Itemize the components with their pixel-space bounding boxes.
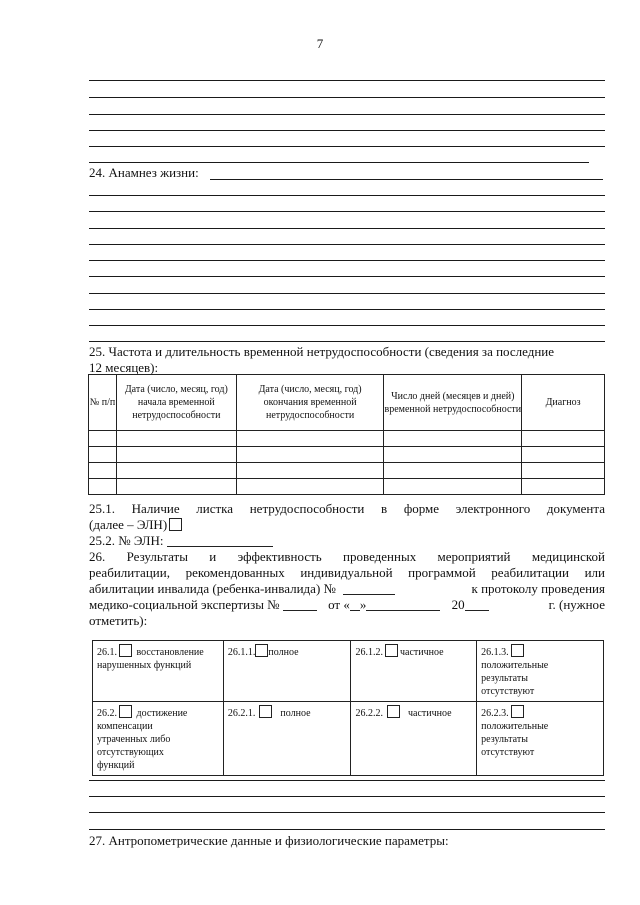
table-cell[interactable] [89, 463, 117, 479]
item-text: полное [268, 647, 299, 658]
date-quote-close: » [359, 597, 367, 612]
restore-none-checkbox[interactable] [511, 644, 524, 657]
ruled-line [89, 130, 605, 131]
table-cell[interactable] [522, 463, 605, 479]
ruled-line [89, 162, 589, 163]
table-row [89, 463, 605, 479]
table-cell[interactable] [116, 479, 236, 495]
ruled-line [89, 780, 605, 781]
year-field[interactable] [465, 598, 489, 611]
restore-checkbox[interactable] [119, 644, 132, 657]
ruled-line [89, 829, 605, 830]
ipra-number-field[interactable] [343, 582, 395, 595]
item-text: частичное [399, 647, 444, 658]
table-cell[interactable] [522, 447, 605, 463]
eln-question: 25.1. Наличие листка нетрудоспособности в форме электронного документа [89, 501, 605, 516]
section-26-title: 26. Результаты и эффективность проведенных мероприятий медицинской [89, 549, 605, 564]
ruled-line [89, 114, 605, 115]
item-text: частичное [407, 708, 452, 719]
item-text: достижение [136, 708, 188, 719]
section-25-title: 25. Частота и длительность временной нетрудоспособности (сведения за последние [89, 344, 555, 359]
table-cell[interactable] [89, 479, 117, 495]
mse-number-field[interactable] [283, 598, 317, 611]
result-option-cell [351, 641, 477, 702]
eln-number-row [89, 533, 273, 549]
ruled-line [89, 195, 605, 196]
table-cell[interactable] [384, 431, 522, 447]
result-option-cell [223, 702, 351, 776]
table-cell[interactable] [236, 447, 384, 463]
month-field[interactable] [366, 598, 440, 611]
ruled-line [89, 211, 605, 212]
result-option-cell [477, 641, 604, 702]
eln-checkbox[interactable] [169, 518, 182, 531]
restore-partial-checkbox[interactable] [385, 644, 398, 657]
ruled-line [89, 325, 605, 326]
date-from-label: от « [328, 597, 350, 612]
ruled-line [89, 260, 605, 261]
table-row [89, 431, 605, 447]
table-cell[interactable] [522, 479, 605, 495]
table-cell[interactable] [116, 431, 236, 447]
eln-label: (далее – ЭЛН) [89, 517, 168, 532]
table-cell[interactable] [116, 447, 236, 463]
day-field[interactable] [350, 598, 360, 611]
ruled-line [89, 228, 605, 229]
result-option-cell [477, 702, 604, 776]
result-category-cell [93, 702, 224, 776]
table-cell[interactable] [384, 463, 522, 479]
ruled-line [89, 293, 605, 294]
anamnesis-label: 24. Анамнез жизни: [89, 165, 199, 180]
section-26-line3 [89, 581, 605, 597]
ruled-line [89, 341, 605, 342]
col-header-end-date: Дата (число, месяц, год) окончания временной нетрудоспособности [236, 375, 384, 431]
item-number: 26.1.2. [355, 647, 383, 658]
col-header-start-date: Дата (число, месяц, год) начала временной нетрудоспособности [116, 375, 236, 431]
table-cell[interactable] [89, 431, 117, 447]
section-27-title: 27. Антропометрические данные и физиологические параметры: [89, 833, 449, 848]
section-26-line4 [89, 597, 605, 613]
item-number: 26.2. [97, 708, 117, 719]
item-text: положительные результаты отсутствуют [481, 721, 549, 758]
ruled-line [89, 796, 605, 797]
table-cell[interactable] [384, 447, 522, 463]
item-number: 26.2.3. [481, 708, 509, 719]
ruled-line [89, 80, 605, 81]
ruled-line [89, 812, 605, 813]
item-text: восстановление [136, 647, 204, 658]
item-number: 26.1.1. [227, 647, 256, 658]
result-option-cell [351, 702, 477, 776]
item-number: 26.2.1. [227, 708, 256, 719]
table-cell[interactable] [236, 431, 384, 447]
table-cell[interactable] [522, 431, 605, 447]
anamnesis-input-line[interactable] [210, 179, 603, 180]
ruled-line [89, 276, 605, 277]
compensation-checkbox[interactable] [119, 705, 132, 718]
item-number: 26.1. [97, 647, 117, 658]
compensation-none-checkbox[interactable] [511, 705, 524, 718]
item-text: компенсации утраченных либо отсутствующих функций [97, 721, 171, 771]
page-number: 7 [316, 36, 324, 51]
table-cell[interactable] [89, 447, 117, 463]
table-row [89, 479, 605, 495]
eln-question-cont [89, 517, 184, 533]
table-cell[interactable] [116, 463, 236, 479]
year-suffix: г. (нужное [548, 597, 605, 612]
ruled-line [89, 97, 605, 98]
ruled-line [89, 146, 605, 147]
mse-label: медико-социальной экспертизы № [89, 597, 280, 612]
table-row [93, 702, 604, 776]
item-text: нарушенных функций [97, 660, 192, 671]
protocol-label: к протоколу проведения [471, 581, 605, 596]
table-row [89, 447, 605, 463]
table-row [93, 641, 604, 702]
disability-table [88, 374, 605, 495]
eln-number-label: 25.2. № ЭЛН: [89, 533, 164, 548]
table-cell[interactable] [236, 463, 384, 479]
eln-number-field[interactable] [167, 534, 273, 547]
result-category-cell [93, 641, 224, 702]
col-header-number: № п/п [89, 375, 117, 431]
table-cell[interactable] [236, 479, 384, 495]
ruled-line [89, 309, 605, 310]
section-26-line5: отметить): [89, 613, 148, 628]
item-text: положительные результаты отсутствуют [481, 660, 549, 697]
table-cell[interactable] [384, 479, 522, 495]
compensation-full-checkbox[interactable] [259, 705, 272, 718]
ipra-label: абилитации инвалида (ребенка-инвалида) № [89, 581, 336, 596]
restore-full-checkbox[interactable] [255, 644, 268, 657]
item-number: 26.1.3. [481, 647, 509, 658]
result-option-cell [223, 641, 351, 702]
ruled-line [89, 244, 605, 245]
col-header-days: Число дней (месяцев и дней) временной нетрудоспособности [384, 375, 522, 431]
section-26-text: реабилитации, рекомендованных индивидуальной программой реабилитации или [89, 565, 605, 580]
compensation-partial-checkbox[interactable] [387, 705, 400, 718]
rehab-results-table [92, 640, 604, 776]
item-text: полное [280, 708, 311, 719]
section-25-title-cont: 12 месяцев): [89, 360, 159, 375]
item-number: 26.2.2. [355, 708, 383, 719]
year-prefix: 20 [451, 597, 465, 612]
col-header-diagnosis: Диагноз [522, 375, 605, 431]
